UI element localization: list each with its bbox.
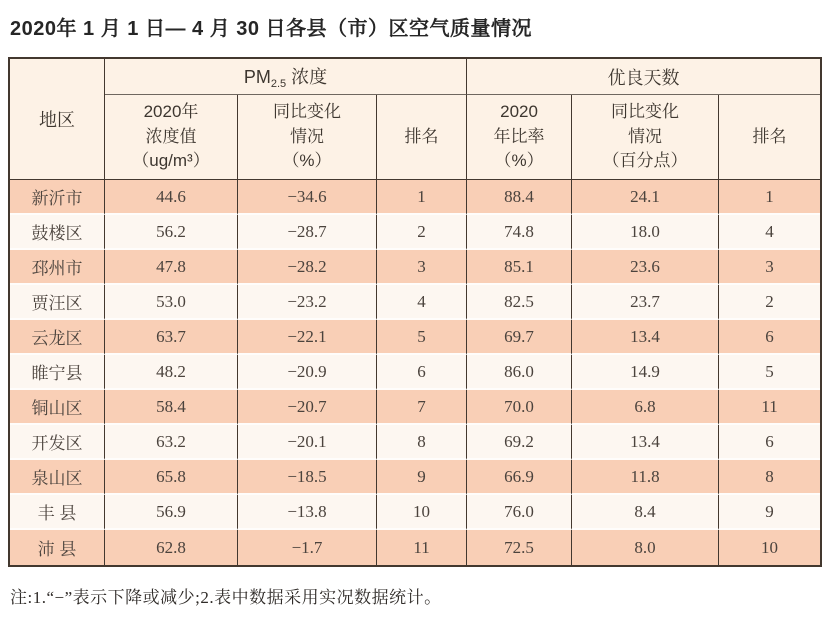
days-rank-cell: 2 bbox=[719, 285, 820, 320]
pm-label-prefix: PM bbox=[243, 67, 271, 87]
column-header-pm-value bbox=[105, 95, 238, 180]
column-header-pm-change bbox=[238, 95, 377, 180]
pm-value-cell: 58.4 bbox=[105, 390, 238, 425]
days-change-cell: 13.4 bbox=[572, 425, 719, 460]
pm-value-cell: 62.8 bbox=[105, 530, 238, 565]
header-line: 情况 bbox=[290, 126, 324, 146]
pm-value-cell: 65.8 bbox=[105, 460, 238, 495]
region-cell: 丰 县 bbox=[10, 495, 105, 530]
region-cell: 开发区 bbox=[10, 425, 105, 460]
column-header-region: 地区 bbox=[10, 59, 105, 180]
days-change-cell: 24.1 bbox=[572, 180, 719, 215]
pm-rank-cell: 8 bbox=[377, 425, 467, 460]
pm-rank-cell: 1 bbox=[377, 180, 467, 215]
pm-change-cell: −20.9 bbox=[238, 355, 377, 390]
days-change-cell: 6.8 bbox=[572, 390, 719, 425]
column-group-good-days: 优良天数 bbox=[467, 59, 820, 95]
table-row bbox=[10, 425, 820, 460]
days-change-cell: 14.9 bbox=[572, 355, 719, 390]
header-line: 同比变化 bbox=[611, 102, 680, 122]
pm-change-cell: −28.7 bbox=[238, 215, 377, 250]
table-row bbox=[10, 530, 820, 565]
region-cell: 沛 县 bbox=[10, 530, 105, 565]
days-rank-cell: 6 bbox=[719, 425, 820, 460]
days-rate-cell: 69.7 bbox=[467, 320, 572, 355]
table-row bbox=[10, 250, 820, 285]
page-title: 2020年 1 月 1 日— 4 月 30 日各县（市）区空气质量情况 bbox=[10, 18, 533, 40]
column-header-days-change bbox=[572, 95, 719, 180]
region-cell: 贾汪区 bbox=[10, 285, 105, 320]
header-line: 情况 bbox=[628, 126, 663, 146]
header-line: 年比率 bbox=[493, 126, 545, 146]
pm-rank-cell: 9 bbox=[377, 460, 467, 495]
header-group-row bbox=[10, 59, 820, 95]
days-change-cell: 18.0 bbox=[572, 215, 719, 250]
days-change-cell: 23.7 bbox=[572, 285, 719, 320]
column-group-pm25 bbox=[105, 59, 467, 95]
days-change-cell: 8.4 bbox=[572, 495, 719, 530]
table-row bbox=[10, 215, 820, 250]
column-header-days-rank: 排名 bbox=[719, 95, 820, 180]
pm-rank-cell: 6 bbox=[377, 355, 467, 390]
pm-label-subscript: 2.5 bbox=[270, 78, 287, 90]
pm-value-cell: 63.7 bbox=[105, 320, 238, 355]
pm-change-cell: −13.8 bbox=[238, 495, 377, 530]
pm-value-cell: 56.9 bbox=[105, 495, 238, 530]
pm-value-cell: 48.2 bbox=[105, 355, 238, 390]
pm-rank-cell: 7 bbox=[377, 390, 467, 425]
pm-change-cell: −1.7 bbox=[238, 530, 377, 565]
table-row bbox=[10, 460, 820, 495]
region-cell: 泉山区 bbox=[10, 460, 105, 495]
pm-value-cell: 53.0 bbox=[105, 285, 238, 320]
table-row bbox=[10, 320, 820, 355]
pm-rank-cell: 11 bbox=[377, 530, 467, 565]
days-rank-cell: 8 bbox=[719, 460, 820, 495]
days-rate-cell: 72.5 bbox=[467, 530, 572, 565]
days-rate-cell: 70.0 bbox=[467, 390, 572, 425]
region-cell: 睢宁县 bbox=[10, 355, 105, 390]
header-line: （%） bbox=[282, 151, 332, 171]
pm-rank-cell: 10 bbox=[377, 495, 467, 530]
days-rate-cell: 66.9 bbox=[467, 460, 572, 495]
pm-rank-cell: 3 bbox=[377, 250, 467, 285]
pm-change-cell: −20.1 bbox=[238, 425, 377, 460]
pm-rank-cell: 2 bbox=[377, 215, 467, 250]
table-header bbox=[10, 59, 820, 180]
days-change-cell: 8.0 bbox=[572, 530, 719, 565]
pm-value-cell: 44.6 bbox=[105, 180, 238, 215]
days-rank-cell: 11 bbox=[719, 390, 820, 425]
pm-change-cell: −23.2 bbox=[238, 285, 377, 320]
region-cell: 云龙区 bbox=[10, 320, 105, 355]
pm-value-cell: 47.8 bbox=[105, 250, 238, 285]
region-cell: 邳州市 bbox=[10, 250, 105, 285]
pm-change-cell: −18.5 bbox=[238, 460, 377, 495]
region-cell: 新沂市 bbox=[10, 180, 105, 215]
table-row bbox=[10, 390, 820, 425]
header-line: （%） bbox=[494, 151, 544, 171]
header-line: 2020 bbox=[500, 102, 538, 122]
days-rank-cell: 5 bbox=[719, 355, 820, 390]
days-rate-cell: 69.2 bbox=[467, 425, 572, 460]
column-header-pm-rank: 排名 bbox=[377, 95, 467, 180]
days-rate-cell: 88.4 bbox=[467, 180, 572, 215]
region-cell: 铜山区 bbox=[10, 390, 105, 425]
region-cell: 鼓楼区 bbox=[10, 215, 105, 250]
header-line: （ug/m³） bbox=[132, 151, 210, 171]
pm-rank-cell: 5 bbox=[377, 320, 467, 355]
pm-change-cell: −20.7 bbox=[238, 390, 377, 425]
days-rank-cell: 1 bbox=[719, 180, 820, 215]
days-rank-cell: 3 bbox=[719, 250, 820, 285]
pm-value-cell: 56.2 bbox=[105, 215, 238, 250]
column-header-days-rate bbox=[467, 95, 572, 180]
days-rank-cell: 4 bbox=[719, 215, 820, 250]
days-change-cell: 23.6 bbox=[572, 250, 719, 285]
pm-change-cell: −22.1 bbox=[238, 320, 377, 355]
pm-change-cell: −28.2 bbox=[238, 250, 377, 285]
footnote: 注:1.“−”表示下降或减少;2.表中数据采用实况数据统计。 bbox=[10, 588, 442, 607]
header-line: 同比变化 bbox=[273, 102, 341, 122]
days-rate-cell: 82.5 bbox=[467, 285, 572, 320]
table-row bbox=[10, 180, 820, 215]
days-rank-cell: 9 bbox=[719, 495, 820, 530]
header-line: 2020年 bbox=[143, 102, 199, 122]
days-rate-cell: 76.0 bbox=[467, 495, 572, 530]
pm-rank-cell: 4 bbox=[377, 285, 467, 320]
table-row bbox=[10, 355, 820, 390]
days-rate-cell: 86.0 bbox=[467, 355, 572, 390]
days-rate-cell: 74.8 bbox=[467, 215, 572, 250]
pm-label-suffix: 浓度 bbox=[286, 67, 328, 87]
days-change-cell: 13.4 bbox=[572, 320, 719, 355]
days-rank-cell: 10 bbox=[719, 530, 820, 565]
air-quality-table bbox=[8, 57, 822, 567]
header-line: 浓度值 bbox=[145, 126, 197, 146]
table-row bbox=[10, 285, 820, 320]
days-change-cell: 11.8 bbox=[572, 460, 719, 495]
header-line: （百分点） bbox=[602, 151, 688, 171]
table-body bbox=[10, 180, 820, 565]
pm-change-cell: −34.6 bbox=[238, 180, 377, 215]
header-sub-row bbox=[10, 95, 820, 180]
pm-value-cell: 63.2 bbox=[105, 425, 238, 460]
table-row bbox=[10, 495, 820, 530]
days-rate-cell: 85.1 bbox=[467, 250, 572, 285]
days-rank-cell: 6 bbox=[719, 320, 820, 355]
